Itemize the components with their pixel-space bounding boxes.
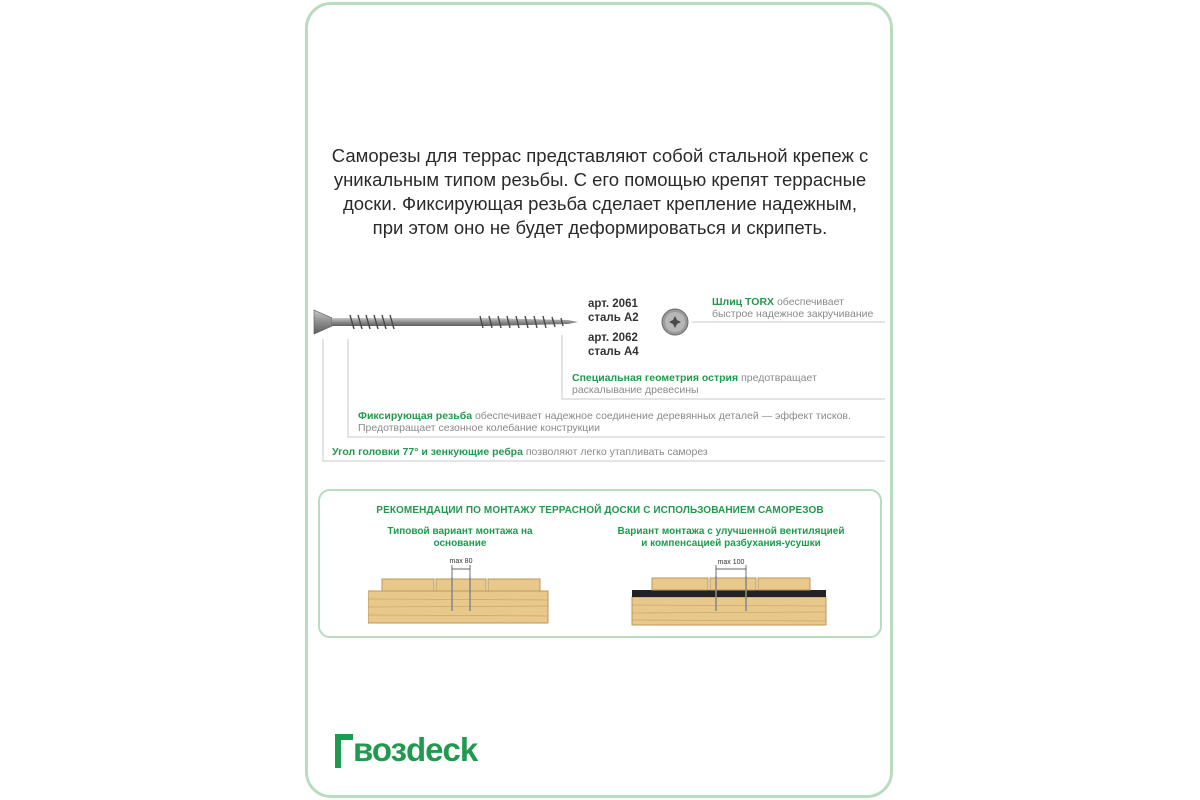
recommendations-panel: [318, 489, 882, 638]
annotation-text: быстрое надежное закручивание: [712, 308, 874, 320]
annotation-text: предотвращает: [741, 372, 817, 384]
brand-logo: возdeck: [353, 731, 478, 768]
annotation-title: Специальная геометрия острия: [572, 372, 739, 384]
article-number: арт. 2061: [588, 298, 638, 310]
annotation-text: Предотвращает сезонное колебание конструкции: [358, 422, 601, 434]
brand-logo-icon: [333, 732, 355, 770]
annotation-torx: [712, 296, 873, 320]
recommendations-title: РЕКОМЕНДАЦИИ ПО МОНТАЖУ ТЕРРАСНОЙ ДОСКИ С ИСПОЛЬЗОВАНИЕМ САМОРЕЗОВ: [376, 505, 824, 516]
right-variant-line: и компенсацией разбухания-усушки: [641, 538, 821, 549]
annotation-thread: [358, 410, 851, 434]
intro-paragraph: Саморезы для террас представляют собой стальной крепеж с уникальным типом резьбы. С его помощью крепят террасные доски. Фиксирующая резьба сделает крепление надежным, при этом оно не будет деформироваться и скрипеть.: [331, 145, 869, 238]
right-variant-line: Вариант монтажа с улучшенной вентиляцией: [617, 526, 845, 537]
right-gap-label: max 100: [717, 559, 745, 566]
right-mounting-diagram: [628, 557, 828, 629]
article-steel: сталь А4: [588, 346, 639, 358]
annotation-title: Угол головки 77° и зенкующие ребра: [332, 446, 523, 458]
left-variant-title: Типовой вариант монтажа на основание: [387, 526, 533, 549]
left-mounting-diagram: [368, 551, 558, 629]
article-number: арт. 2062: [588, 332, 638, 344]
annotation-text: раскалывание древесины: [572, 384, 699, 396]
torx-head-icon: [660, 307, 690, 337]
right-variant-title: [606, 526, 856, 550]
article-2062: [588, 331, 639, 359]
annotation-head: [332, 446, 708, 458]
article-2061: [588, 297, 639, 325]
annotation-title: Фиксирующая резьба: [358, 410, 473, 422]
article-steel: сталь А2: [588, 312, 639, 324]
annotation-text: позволяют легко утапливать саморез: [525, 446, 708, 458]
annotation-title: Шлиц TORX: [712, 296, 775, 308]
left-gap-label: max 80: [449, 558, 473, 565]
annotation-tip: [572, 372, 817, 396]
annotation-text: обеспечивает надежное соединение деревянных деталей — эффект тисков.: [474, 410, 851, 422]
annotation-text: обеспечивает: [776, 296, 844, 308]
